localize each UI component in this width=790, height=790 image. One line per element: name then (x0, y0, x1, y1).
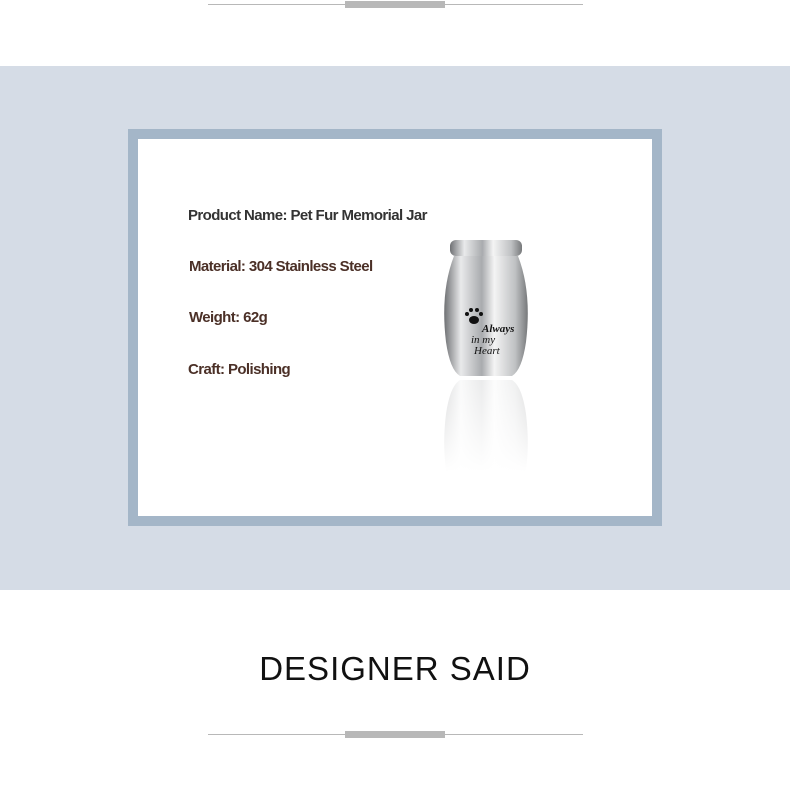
product-panel (138, 139, 652, 516)
memorial-jar-image (438, 232, 538, 472)
top-divider (208, 4, 583, 5)
bottom-divider (208, 734, 583, 735)
engraving-line-3: Heart (474, 345, 500, 357)
engraving-line-1: Always (482, 323, 515, 335)
spec-craft: Craft: Polishing (188, 361, 291, 378)
engraving-line-2: in my (471, 334, 496, 346)
spec-product-name: Product Name: Pet Fur Memorial Jar (188, 207, 427, 224)
section-title: DESIGNER SAID (259, 650, 531, 687)
spec-material: Material: 304 Stainless Steel (189, 258, 373, 275)
spec-weight: Weight: 62g (189, 309, 268, 326)
